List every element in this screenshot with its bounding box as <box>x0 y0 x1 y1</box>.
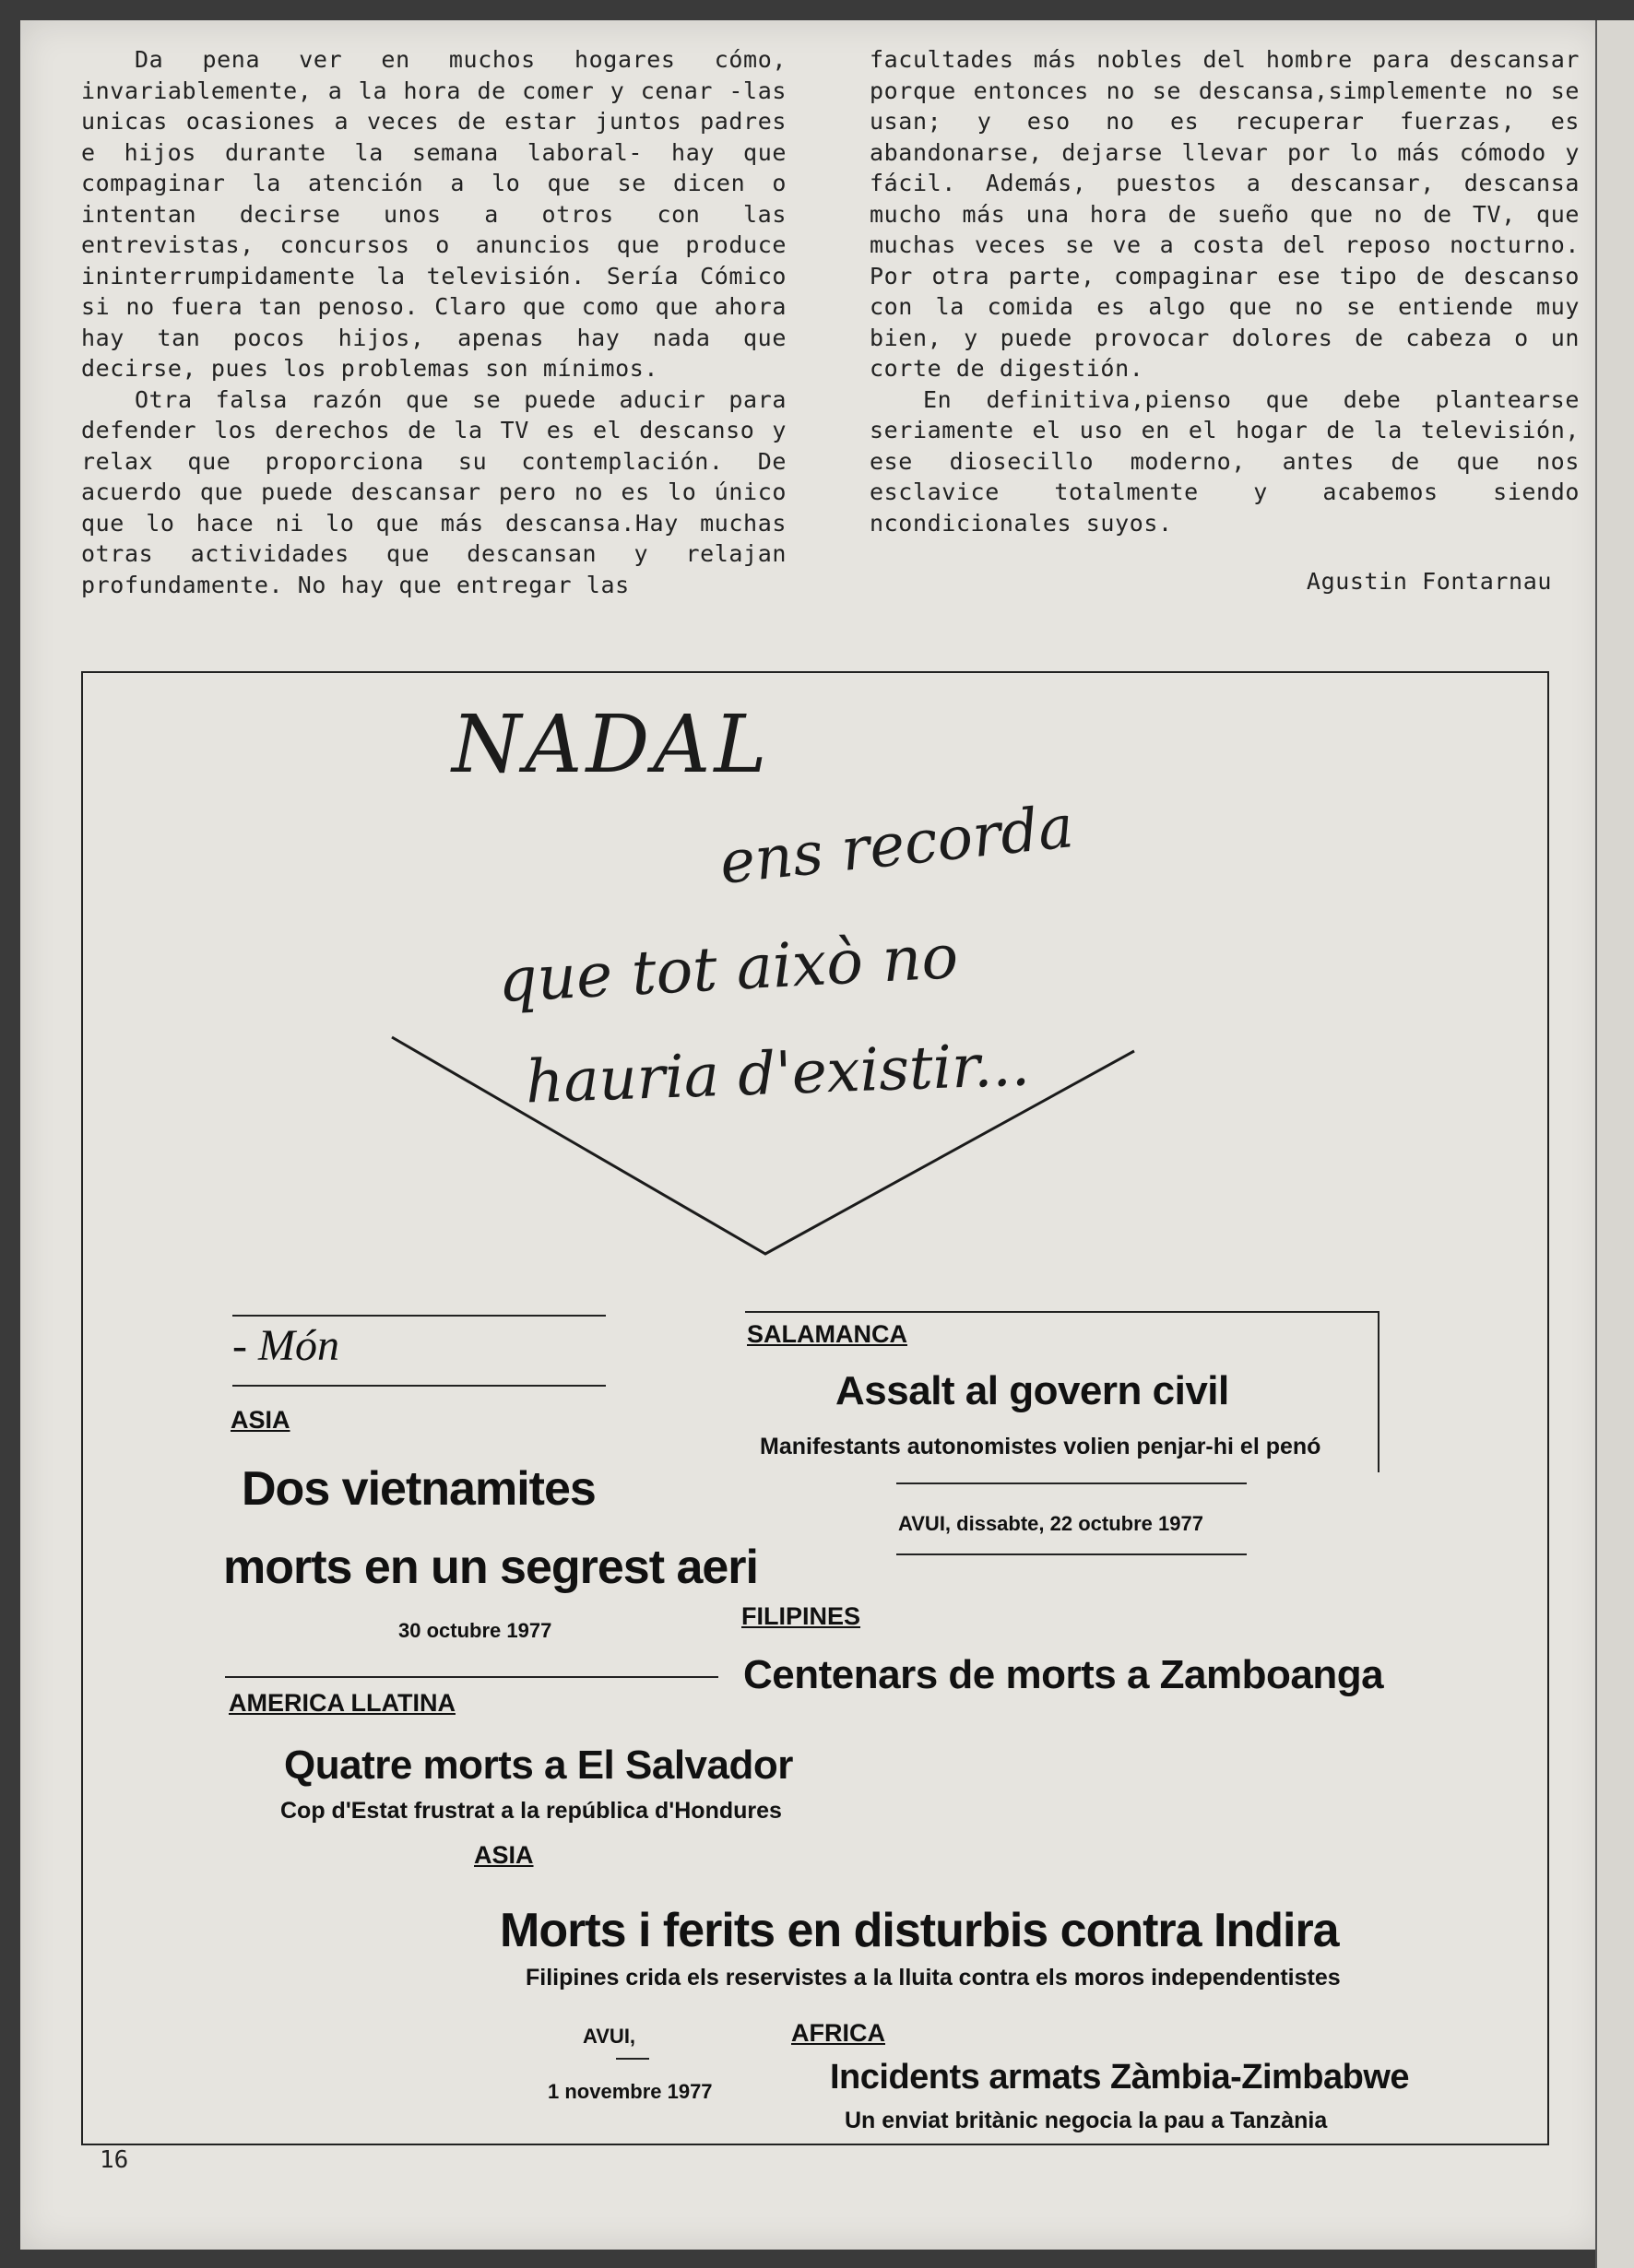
divider <box>616 2058 649 2060</box>
divider <box>225 1676 718 1678</box>
divider <box>232 1385 606 1387</box>
headline: Assalt al govern civil <box>835 1368 1229 1413</box>
date-line: 1 novembre 1977 <box>548 2080 713 2103</box>
article-column-left <box>81 44 787 600</box>
subheadline: Filipines crida els reservistes a la lluita contra els moros independentistes <box>526 1965 1341 1990</box>
section-label: ASIA <box>474 1841 534 1869</box>
date-line: AVUI, <box>583 2025 636 2048</box>
paragraph: Da pena ver en muchos hogares cómo, invariablemente, a la hora de comer y cenar -las unicas ocasiones a veces de estar juntos padres e hijos durante la semana laboral- hay que compaginar la atención a lo que se dicen o intentan decirse unos a otros con las entrevistas, concursos o anuncios que produce ininterrumpidamente la televisión. Sería Cómico si no fuera tan penoso. Claro que como que ahora hay tan pocos hijos, apenas hay nada que decirse, pues los problemas son mínimos. <box>81 46 787 382</box>
date-line: 30 octubre 1977 <box>398 1619 552 1642</box>
arrow-chevron-icon <box>387 1033 1143 1272</box>
section-label: SALAMANCA <box>747 1320 907 1348</box>
handwritten-line: que tot això no <box>496 920 960 1017</box>
headline: Morts i ferits en disturbis contra Indira <box>500 1904 1339 1957</box>
section-label: ASIA <box>231 1406 290 1434</box>
subheadline: Manifestants autonomistes volien penjar-hi el penó <box>760 1434 1321 1459</box>
headline: Quatre morts a El Salvador <box>284 1742 793 1788</box>
page-number: 16 <box>100 2146 129 2174</box>
divider <box>232 1315 606 1317</box>
divider <box>1378 1311 1379 1472</box>
subheadline: Cop d'Estat frustrat a la república d'Hondures <box>280 1798 782 1824</box>
headline: morts en un segrest aeri <box>223 1541 758 1594</box>
subheadline: Un enviat britànic negocia la pau a Tanzània <box>845 2108 1328 2133</box>
headline: Incidents armats Zàmbia-Zimbabwe <box>830 2058 1410 2097</box>
handwritten-line: hauria d'existir... <box>524 1031 1031 1117</box>
paragraph: facultades más nobles del hombre para descansar porque entonces no se descansa,simplemente no se usan; y eso no es recuperar fuerzas, es abandonarse, dejarse llevar por lo más cómodo y fácil. Además, puestos a descansar, descansa mucho más una hora de sueño que no de TV, que muchas veces se ve a costa del reposo nocturno. Por otra parte, compaginar ese tipo de descanso con la comida es algo que no se entiende muy bien, y puede provocar dolores de cabeza o un corte de digestión. <box>870 46 1580 382</box>
section-label-mon: - Món <box>232 1321 339 1370</box>
article-author: Agustin Fontarnau <box>1306 568 1552 595</box>
divider <box>896 1553 1247 1555</box>
paragraph: En definitiva,pienso que debe plantearse seriamente el uso en el hogar de la televisión, ese diosecillo moderno, antes de que nos esclavice totalmente y acabemos siendo ncondicionales suyos. <box>870 385 1580 537</box>
paragraph: Otra falsa razón que se puede aducir para defender los derechos de la TV es el descanso y relax que proporciona su contemplación. De acuerdo que puede descansar pero no es lo único que lo hace ni lo que más descansa.Hay muchas otras actividades que descansan y relajan profundamente. No hay que entregar las <box>81 385 787 598</box>
headline: Centenars de morts a Zamboanga <box>743 1652 1384 1697</box>
handwritten-title: NADAL <box>452 699 771 791</box>
next-page-edge <box>1595 20 1634 2268</box>
section-label: FILIPINES <box>741 1602 861 1630</box>
section-label: AMERICA LLATINA <box>229 1689 456 1717</box>
article-column-right <box>870 44 1580 597</box>
date-line: AVUI, dissabte, 22 octubre 1977 <box>898 1512 1203 1535</box>
section-label: AFRICA <box>791 2019 885 2047</box>
divider <box>745 1311 1379 1313</box>
divider <box>896 1482 1247 1484</box>
handwritten-line: ens recorda <box>716 793 1077 898</box>
headline: Dos vietnamites <box>242 1462 596 1516</box>
